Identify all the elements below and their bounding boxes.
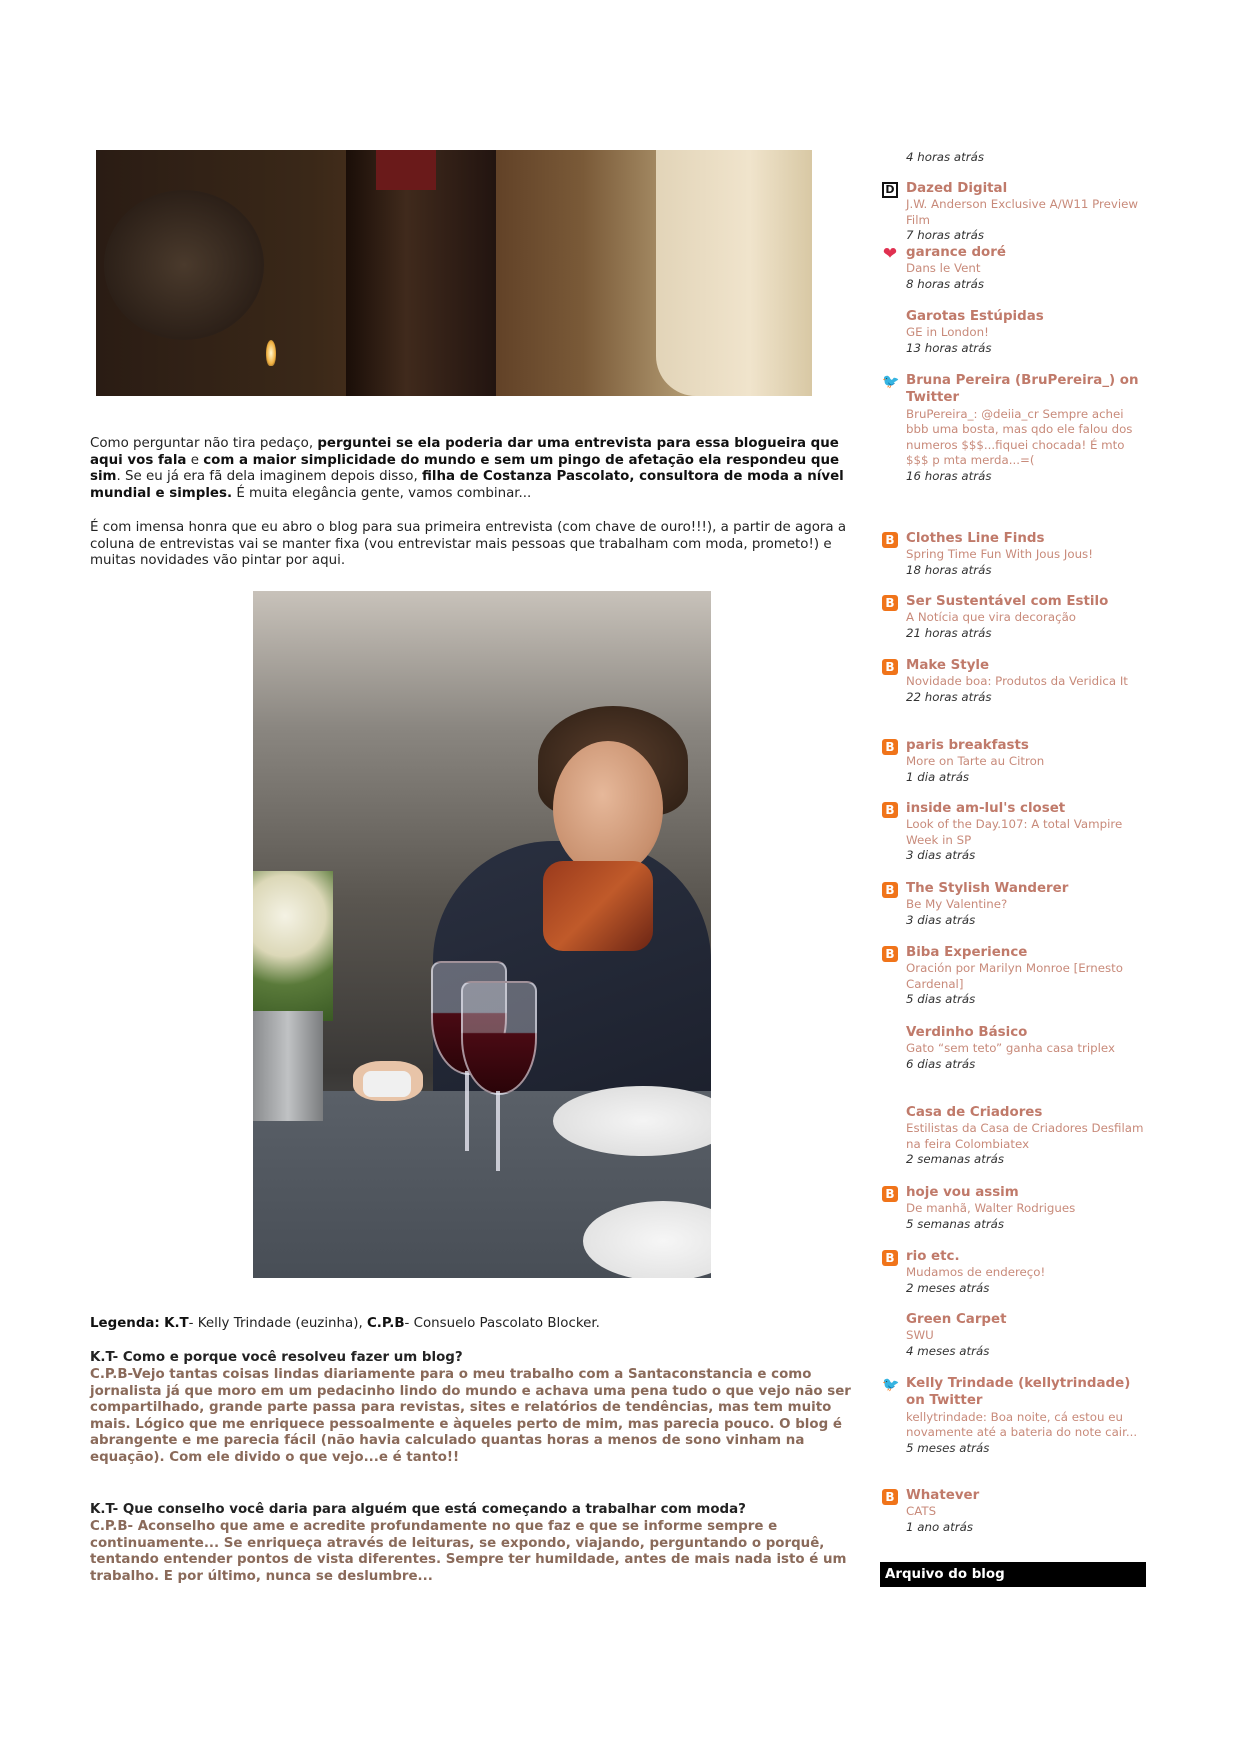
blogger-icon: B <box>882 532 898 548</box>
feed-title-link[interactable]: Casa de Criadores <box>906 1105 1043 1120</box>
blogger-icon: B <box>882 595 898 611</box>
feed-post-link[interactable]: Be My Valentine? <box>906 897 1008 912</box>
feed-title-link[interactable]: inside am-lul's closet <box>906 801 1066 816</box>
feed-post-link[interactable]: GE in London! <box>906 325 989 340</box>
feed-title-link[interactable]: paris breakfasts <box>906 738 1029 753</box>
feed-post-link[interactable]: kellytrindade: Boa noite, cá estou eu novamente até a bateria do note cair... <box>906 1409 1138 1440</box>
blogger-icon: B <box>882 802 898 818</box>
feed-time: 5 semanas atrás <box>906 1216 1005 1231</box>
feed-post-link[interactable]: Novidade boa: Produtos da Veridica It <box>906 674 1128 689</box>
photo-portrait <box>253 591 711 1278</box>
feed-title-link[interactable]: hoje vou assim <box>906 1185 1019 1200</box>
article-paragraph-2: É com imensa honra que eu abro o blog para sua primeira entrevista (com chave de ouro!!!), a partir de agora a coluna de entrevistas vai se manter fixa (vou entrevistar mais pessoas que trabalham com moda, prometo!) e muitas novidades vão pintar por aqui. <box>90 520 847 569</box>
feed-post-link[interactable]: Look of the Day.107: A total Vampire Week in SP <box>906 817 1123 847</box>
feed-title-link[interactable]: Green Carpet <box>906 1312 1007 1327</box>
feed-post-link[interactable]: Dans le Vent <box>906 261 981 276</box>
feed-title-link[interactable]: The Stylish Wanderer <box>906 881 1069 896</box>
feed-title-link[interactable]: Ser Sustentável com Estilo <box>906 594 1109 609</box>
feed-title-link[interactable]: Kelly Trindade (kellytrindade) on Twitter <box>906 1376 1131 1409</box>
feed-post-link[interactable]: Gato “sem teto” ganha casa triplex <box>906 1041 1115 1056</box>
feed-time: 2 semanas atrás <box>906 1152 1005 1167</box>
feed-post-link[interactable]: De manhã, Walter Rodrigues <box>906 1201 1076 1216</box>
twitter-icon: 🐦 <box>882 1377 900 1393</box>
blogger-icon: B <box>882 659 898 675</box>
feed-title-link[interactable]: garance doré <box>906 245 1006 260</box>
feed-time: 5 meses atrás <box>906 1440 990 1455</box>
question-2: K.T- Que conselho você daria para alguém que está começando a trabalhar com moda? <box>90 1502 746 1517</box>
blogger-icon: B <box>882 946 898 962</box>
feed-post-link[interactable]: BruPereira_: @deiia_cr Sempre achei bbb uma bosta, mas qdo ele falou dos numeros $$$...fiquei chocada! É mto $$$ p mta merda...=( <box>906 406 1133 468</box>
feed-time: 7 horas atrás <box>906 228 985 243</box>
answer-2: C.P.B- Aconselho que ame e acredite profundamente no que faz e que se informe sempre e continuamente... Se enriqueça através de leituras, se expondo, viajando, perguntando o porquê, tentando entender pontos de vista diferentes. Sempre ter humildade, antes de mais nada isto é um trabalho. E por último, nunca se deslumbre... <box>90 1519 847 1584</box>
feed-title-link[interactable]: Make Style <box>906 658 990 673</box>
legend: Legenda: K.T- Kelly Trindade (euzinha), C.P.B- Consuelo Pascolato Blocker. <box>90 1316 600 1331</box>
feed-time: 6 dias atrás <box>906 1056 976 1071</box>
feed-title-link[interactable]: Biba Experience <box>906 945 1028 960</box>
feed-post-link[interactable]: A Notícia que vira decoração <box>906 610 1077 625</box>
feed-title-link[interactable]: Clothes Line Finds <box>906 531 1045 546</box>
feed-time: 5 dias atrás <box>906 992 976 1007</box>
feed-post-link[interactable]: Estilistas da Casa de Criadores Desfilam na feira Colombiatex <box>906 1121 1144 1151</box>
answer-1: C.P.B-Vejo tantas coisas lindas diariamente para o meu trabalho com a Santaconstancia e como jornalista já que moro em um pedacinho lindo do mundo e achava uma pena tudo o que vejo não ser compartilhado, grande parte passa para revistas, sites e relatórios de tendências, mas tem muito mais. Lógico que me enriquece pessoalmente e àqueles perto de mim, mas parecia pouco. O blog é abrangente e me parecia fácil (não havia calculado quantas horas a menos de sono vinham na equação). Com ele divido o que vejo...e é tanto!! <box>90 1367 851 1465</box>
feed-time: 18 horas atrás <box>906 562 992 577</box>
photo-wine-bottle <box>96 150 812 396</box>
dazed-icon: D <box>882 182 898 198</box>
feed-title-link[interactable]: Dazed Digital <box>906 181 1008 196</box>
feed-title-link[interactable]: Garotas Estúpidas <box>906 309 1044 324</box>
feed-time: 22 horas atrás <box>906 689 992 704</box>
blogger-icon: B <box>882 882 898 898</box>
feed-time: 8 horas atrás <box>906 276 985 291</box>
feed-post-link[interactable]: More on Tarte au Citron <box>906 754 1045 769</box>
feed-post-link[interactable]: SWU <box>906 1328 934 1343</box>
feed-title-link[interactable]: rio etc. <box>906 1249 960 1264</box>
feed-time: 4 horas atrás <box>906 150 985 164</box>
blogger-icon: B <box>882 1489 898 1505</box>
blogger-icon: B <box>882 739 898 755</box>
feed-post-link[interactable]: Spring Time Fun With Jous Jous! <box>906 547 1093 562</box>
question-1: K.T- Como e porque você resolveu fazer um blog? <box>90 1350 463 1365</box>
feed-time: 1 dia atrás <box>906 769 970 784</box>
archive-header: Arquivo do blog <box>880 1562 1146 1587</box>
blogger-icon: B <box>882 1186 898 1202</box>
feed-time: 3 dias atrás <box>906 848 976 863</box>
feed-time: 16 horas atrás <box>906 468 992 483</box>
feed-post-link[interactable]: CATS <box>906 1504 937 1519</box>
article-paragraph-1: Como perguntar não tira pedaço, perguntei se ela poderia dar uma entrevista para essa blogueira que aqui vos fala e com a maior simplicidade do mundo e sem um pingo de afetação ela respondeu que sim. Se eu já era fã dela imaginem depois disso, filha de Costanza Pascolato, consultora de moda a nível mundial e simples. É muita elegância gente, vamos combinar... <box>90 436 844 501</box>
feed-title-link[interactable]: Whatever <box>906 1488 980 1503</box>
feed-time: 13 horas atrás <box>906 340 992 355</box>
feed-title-link[interactable]: Verdinho Básico <box>906 1025 1028 1040</box>
heart-icon: ❤ <box>882 244 898 264</box>
feed-title-link[interactable]: Bruna Pereira (BruPereira_) on Twitter <box>906 373 1139 406</box>
feed-post-link[interactable]: Oración por Marilyn Monroe [Ernesto Cardenal] <box>906 961 1124 991</box>
feed-time: 1 ano atrás <box>906 1519 974 1534</box>
feed-post-link[interactable]: Mudamos de endereço! <box>906 1265 1046 1280</box>
feed-time: 2 meses atrás <box>906 1280 990 1295</box>
feed-post-link[interactable]: J.W. Anderson Exclusive A/W11 Preview Film <box>906 197 1139 227</box>
feed-time: 21 horas atrás <box>906 625 992 640</box>
twitter-icon: 🐦 <box>882 374 900 390</box>
feed-time: 3 dias atrás <box>906 912 976 927</box>
blogger-icon: B <box>882 1250 898 1266</box>
feed-time: 4 meses atrás <box>906 1343 990 1358</box>
